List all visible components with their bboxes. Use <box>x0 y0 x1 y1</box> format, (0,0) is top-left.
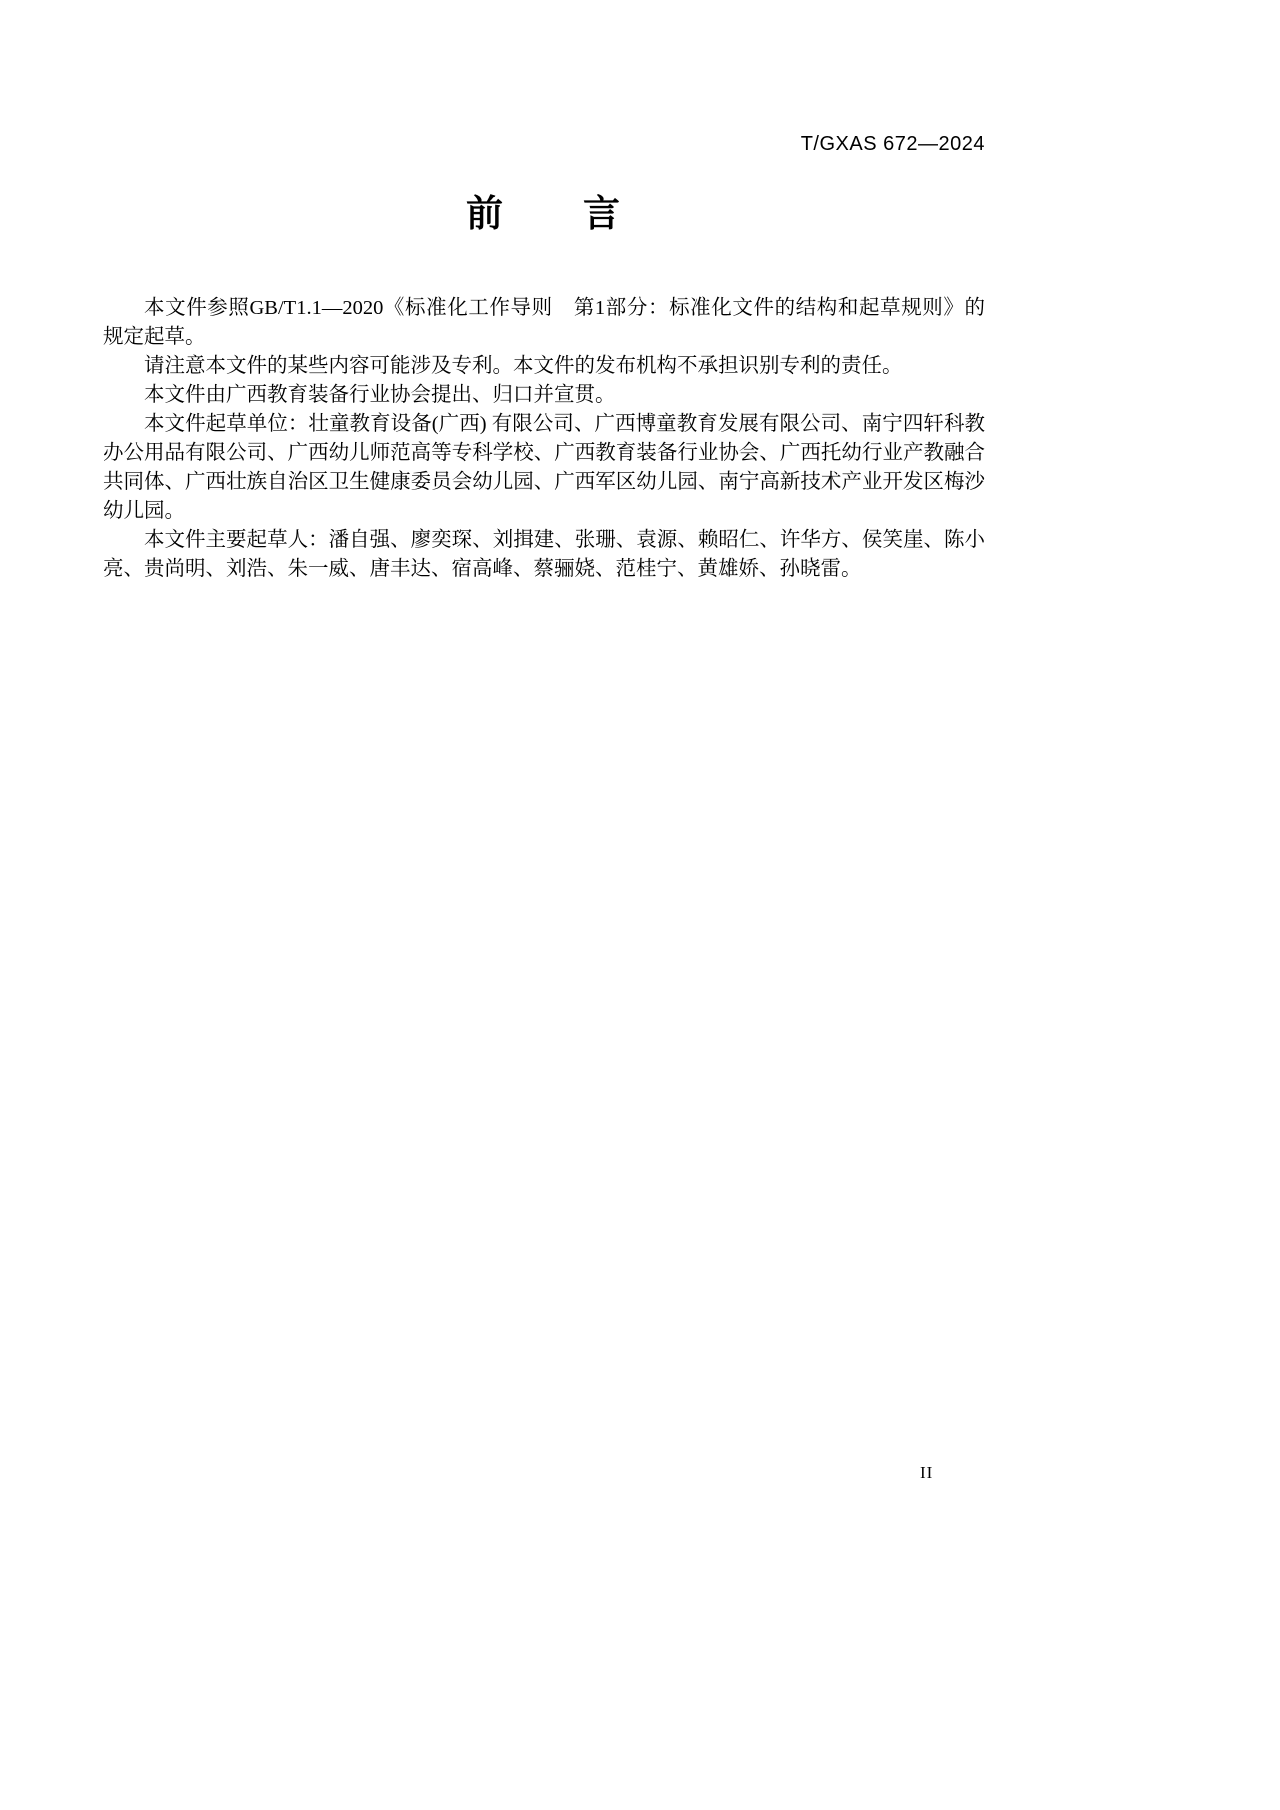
document-number: T/GXAS 672—2024 <box>800 133 985 155</box>
paragraph-drafting-rules: 本文件参照GB/T1.1—2020《标准化工作导则 第1部分：标准化文件的结构和起草规则》的规定起草。 <box>103 297 985 348</box>
page-title: 前 言 <box>466 193 622 234</box>
page-number: II <box>920 1463 934 1482</box>
paragraph-patent-notice: 请注意本文件的某些内容可能涉及专利。本文件的发布机构不承担识别专利的责任。 <box>144 355 903 377</box>
paragraph-main-drafters: 本文件主要起草人：潘自强、廖奕琛、刘揖建、张珊、袁源、赖昭仁、许华方、侯笑崖、陈小亮、贵尚明、刘浩、朱一威、唐丰达、宿高峰、蔡骊娆、范桂宁、黄雄娇、孙晓雷。 <box>103 529 985 580</box>
paragraph-proposing-body: 本文件由广西教育装备行业协会提出、归口并宣贯。 <box>144 384 616 406</box>
foreword-body <box>103 294 985 584</box>
paragraph-drafting-organizations: 本文件起草单位：壮童教育设备(广西) 有限公司、广西博童教育发展有限公司、南宁四轩科教办公用品有限公司、广西幼儿师范高等专科学校、广西教育装备行业协会、广西托幼行业产教融合共同体、广西壮族自治区卫生健康委员会幼儿园、广西军区幼儿园、南宁高新技术产业开发区梅沙幼儿园。 <box>103 413 985 522</box>
